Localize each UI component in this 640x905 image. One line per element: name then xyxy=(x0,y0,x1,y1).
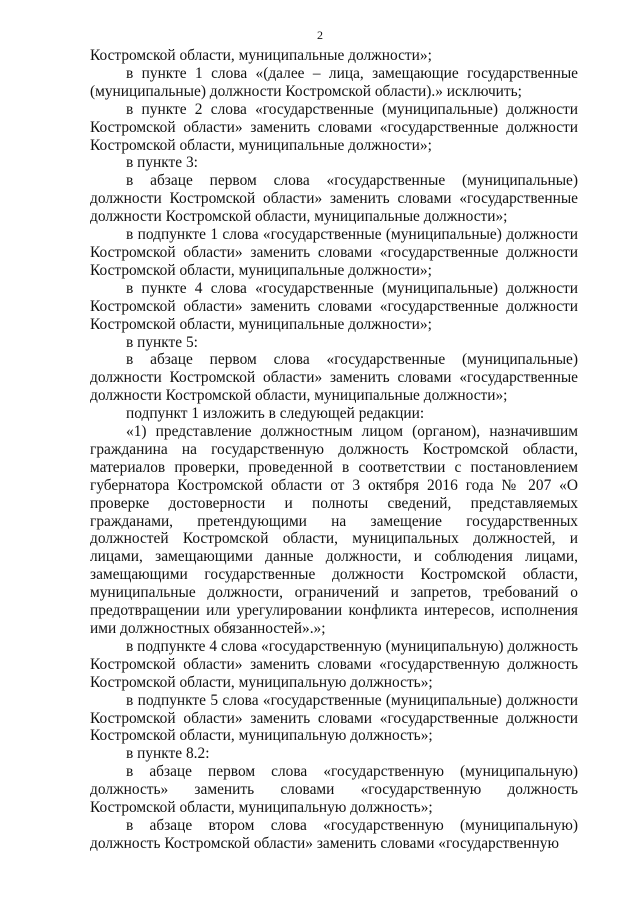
paragraph: «1) представление должностным лицом (органом), назначившим гражданина на государственную должность Костромской области, материалов проверки, проведенной в соответствии с постановлением губернатора Костромской области от 3 октября 2016 года № 207 «О проверке достоверности и полноты сведений, представляемых гражданами, претендующими на замещение государственных должностей Костромской области, муниципальных должностей, и лицами, замещающими данные должности, и соблюдения лицами, замещающими государственные должности Костромской области, муниципальные должности, ограничений и запретов, требований о предотвращении или урегулировании конфликта интересов, исполнения ими должностных обязанностей».»; xyxy=(90,423,578,637)
paragraph: в пункте 4 слова «государственные (муниципальные) должности Костромской области» заменить словами «государственные должности Костромской области, муниципальные должности»; xyxy=(90,279,578,333)
paragraph: в пункте 8.2: xyxy=(126,745,210,763)
paragraph: в подпункте 1 слова «государственные (муниципальные) должности Костромской области» заменить словами «государственные должности Костромской области, муниципальные должности»; xyxy=(90,226,578,279)
paragraph: в абзаце первом слова «государственную (муниципальную) должность» заменить словами «государственную должность Костромской области, муниципальную должность»; xyxy=(90,763,578,817)
paragraph: в подпункте 5 слова «государственные (муниципальные) должности Костромской области» заменить словами «государственные должности Костромской области, муниципальную должность»; xyxy=(90,691,578,745)
page-number: 2 xyxy=(317,28,323,42)
paragraph: в абзаце первом слова «государственные (муниципальные) должности Костромской области» заменить словами «государственные должности Костромской области, муниципальные должности»; xyxy=(90,351,578,405)
paragraph: в пункте 3: xyxy=(126,154,198,172)
paragraph: подпункт 1 изложить в следующей редакции: xyxy=(126,405,425,423)
paragraph: в пункте 1 слова «(далее – лица, замещающие государственные (муниципальные) должности Костромской области).» исключить; xyxy=(90,64,578,100)
paragraph: в абзаце втором слова «государственную (муниципальную) должность Костромской области» заменить словами «государственную xyxy=(90,816,578,852)
paragraph: в пункте 2 слова «государственные (муниципальные) должности Костромской области» заменить словами «государственные должности Костромской области, муниципальные должности»; xyxy=(90,100,578,154)
paragraph: Костромской области, муниципальные должности»; xyxy=(90,47,432,64)
document-body xyxy=(90,47,578,853)
paragraph: в пункте 5: xyxy=(126,333,198,351)
paragraph: в абзаце первом слова «государственные (муниципальные) должности Костромской области» заменить словами «государственные должности Костромской области, муниципальные должности»; xyxy=(90,172,578,226)
paragraph: в подпункте 4 слова «государственную (муниципальную) должность Костромской области» заменить словами «государственную должность Костромской области, муниципальную должность»; xyxy=(90,637,578,691)
